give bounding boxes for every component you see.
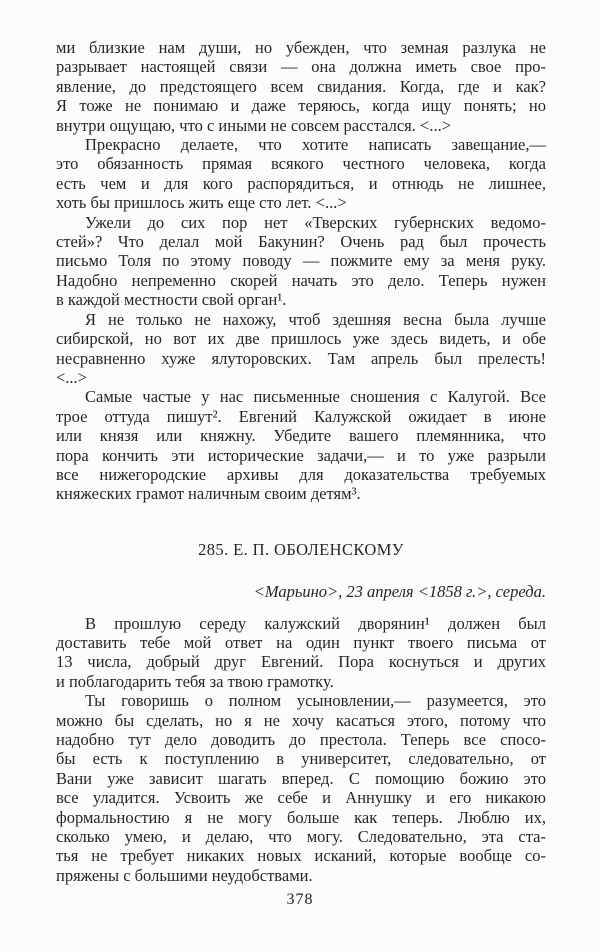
text-line: Я не только не нахожу, чтоб здешняя весна была лучше <box>85 309 546 329</box>
text-line: доставить тебе мой ответ на один пункт твоего письма от <box>56 632 546 652</box>
paragraph <box>56 387 546 503</box>
text-line: княжеских грамот наличным своим детям³. <box>56 484 361 504</box>
letter-heading: 285. Е. П. ОБОЛЕНСКОМУ <box>198 539 404 559</box>
text-line: бы есть к поступлению в университет, следовательно, от <box>56 749 546 769</box>
text-line: надобно тут дело доводить до престола. Теперь все спосо- <box>56 730 546 749</box>
text-line: 13 числа, добрый друг Евгений. Пора коснуться и других <box>56 652 546 672</box>
text-line: формальностию я не могу больше как теперь. Люблю их, <box>56 807 546 827</box>
text-line: сколько умею, и делаю, что могу. Следовательно, эта ста- <box>56 827 546 847</box>
text-line: и поблагодарить тебя за твою грамотку. <box>56 671 334 691</box>
text-line: <...> <box>56 367 87 387</box>
text-line: пряжены с большими неудобствами. <box>56 865 313 885</box>
text-line: все нижегородские архивы для доказательства требуемых <box>56 464 546 484</box>
text-line: несравненно хуже ялуторовских. Там апрель был прелесть! <box>56 348 546 368</box>
text-line: Ужели до сих пор нет «Тверских губернских ведомо- <box>85 212 546 232</box>
page-number: 378 <box>286 891 314 908</box>
page-text-block <box>56 38 546 885</box>
text-line: письмо Толя по этому поводу — пожмите ему за меня руку. <box>56 251 546 271</box>
text-line: это обязанность прямая всякого честного человека, когда <box>56 154 546 174</box>
text-line: сибирской, но вот их две пришлось уже здесь видеть, и обе <box>56 329 546 349</box>
text-line: пора кончить эти исторические задачи,— и то уже разрыли <box>56 445 546 465</box>
text-line: трое оттуда пишут². Евгений Калужской ожидает в июне <box>56 406 546 426</box>
text-line: или князя или княжну. Убедите вашего племянника, что <box>56 426 546 446</box>
text-line: Самые частые у нас письменные сношения с Калугой. Все <box>85 387 546 407</box>
text-line: все уладится. Усвоить же себе и Аннушку и его никакою <box>56 788 546 808</box>
text-line: Прекрасно делаете, что хотите написать завещание,— <box>85 135 546 155</box>
letter-dateline: <Марьино>, 23 апреля <1858 г.>, середа. <box>253 582 546 602</box>
paragraph <box>56 213 546 310</box>
paragraph <box>56 38 546 135</box>
paragraph <box>56 135 546 213</box>
text-line: тья не требует никаких новых исканий, которые вообще со- <box>56 846 546 866</box>
text-line: ми близкие нам души, но убежден, что земная разлука не <box>56 38 546 57</box>
text-line: Ты говоришь о полном усыновлении,— разумеется, это <box>85 691 546 711</box>
paragraph <box>56 614 546 692</box>
text-line: стей»? Что делал мой Бакунин? Очень рад был прочесть <box>56 232 546 252</box>
text-line: хоть бы пришлось жить еще сто лет. <...> <box>56 193 347 213</box>
text-line: явление, до предстоящего всем свидания. Когда, где и как? <box>56 76 546 96</box>
text-line: Я тоже не понимаю и даже теряюсь, когда ищу понять; но <box>56 96 546 116</box>
text-line: разрывает настоящей связи — она должна иметь свое про- <box>56 57 546 77</box>
text-line: В прошлую середу калужский дворянин¹ должен был <box>85 613 546 633</box>
text-line: внутри ощущаю, что с иными не совсем расстался. <...> <box>56 115 452 135</box>
text-line: есть чем и для кого распорядиться, и отнюдь не лишнее, <box>56 173 546 193</box>
text-line: можно бы сделать, но я не хочу касаться этого, потому что <box>56 710 546 730</box>
text-line: Надобно непременно скорей начать это дело. Теперь нужен <box>56 270 546 290</box>
text-line: Вани уже зависит шагать вперед. С помощию божию это <box>56 768 546 788</box>
text-line: в каждой местности свой орган¹. <box>56 290 287 310</box>
paragraph <box>56 310 546 388</box>
paragraph <box>56 691 546 885</box>
